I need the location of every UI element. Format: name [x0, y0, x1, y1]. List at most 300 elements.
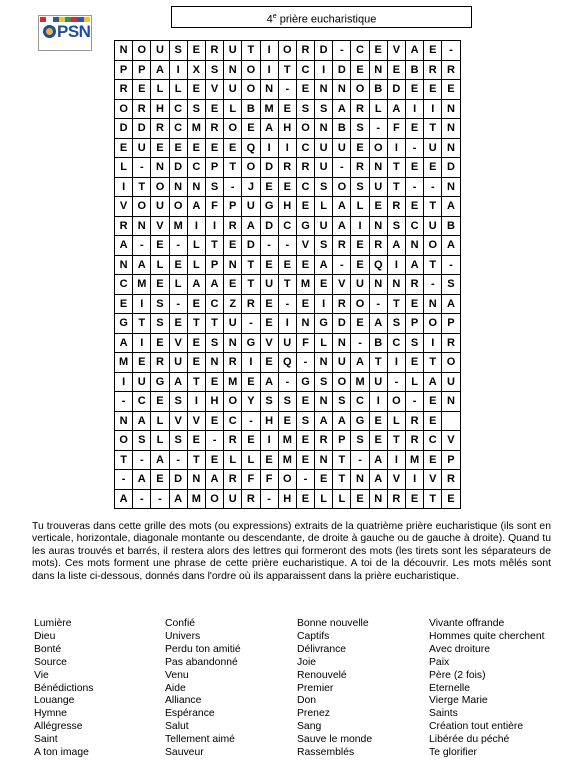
grid-cell[interactable]: S — [278, 392, 296, 412]
grid-cell[interactable]: R — [133, 99, 151, 119]
grid-cell[interactable]: C — [278, 216, 296, 236]
grid-cell[interactable]: C — [351, 41, 369, 61]
grid-cell[interactable]: N — [315, 392, 333, 412]
grid-cell[interactable]: S — [296, 99, 314, 119]
grid-cell[interactable]: T — [369, 353, 387, 373]
grid-cell[interactable]: M — [351, 372, 369, 392]
grid-cell[interactable]: D — [333, 314, 351, 334]
grid-cell[interactable]: N — [224, 60, 242, 80]
grid-cell[interactable]: T — [278, 60, 296, 80]
grid-cell[interactable]: T — [333, 450, 351, 470]
grid-cell[interactable]: C — [224, 411, 242, 431]
grid-cell[interactable]: E — [406, 80, 424, 100]
grid-cell[interactable]: V — [187, 411, 205, 431]
grid-cell[interactable]: C — [205, 294, 223, 314]
grid-cell[interactable]: E — [278, 99, 296, 119]
grid-cell[interactable]: U — [424, 216, 442, 236]
grid-cell[interactable]: A — [205, 275, 223, 295]
grid-cell[interactable]: C — [296, 177, 314, 197]
grid-cell[interactable]: R — [424, 60, 442, 80]
grid-cell[interactable]: A — [205, 470, 223, 490]
grid-cell[interactable]: P — [406, 314, 424, 334]
grid-cell[interactable]: C — [115, 275, 133, 295]
grid-cell[interactable]: H — [260, 411, 278, 431]
grid-cell[interactable]: E — [151, 470, 169, 490]
grid-cell[interactable]: T — [387, 177, 405, 197]
grid-cell[interactable]: N — [205, 353, 223, 373]
grid-cell[interactable]: E — [296, 431, 314, 451]
grid-cell[interactable]: A — [424, 372, 442, 392]
grid-cell[interactable]: S — [315, 372, 333, 392]
grid-cell[interactable]: I — [315, 294, 333, 314]
grid-cell[interactable]: S — [169, 392, 187, 412]
grid-cell[interactable]: R — [406, 411, 424, 431]
grid-cell[interactable]: - — [333, 255, 351, 275]
grid-cell[interactable]: O — [296, 119, 314, 139]
grid-cell[interactable]: C — [296, 60, 314, 80]
grid-cell[interactable]: E — [260, 353, 278, 373]
grid-cell[interactable]: E — [442, 80, 460, 100]
grid-cell[interactable]: N — [115, 255, 133, 275]
grid-cell[interactable]: U — [369, 372, 387, 392]
grid-cell[interactable]: G — [315, 314, 333, 334]
grid-cell[interactable]: E — [169, 255, 187, 275]
grid-cell[interactable]: T — [424, 255, 442, 275]
grid-cell[interactable]: E — [205, 411, 223, 431]
grid-cell[interactable]: S — [351, 177, 369, 197]
grid-cell[interactable]: L — [242, 450, 260, 470]
grid-cell[interactable]: F — [387, 119, 405, 139]
grid-cell[interactable]: U — [351, 275, 369, 295]
grid-cell[interactable]: N — [115, 41, 133, 61]
grid-cell[interactable]: I — [260, 60, 278, 80]
grid-cell[interactable]: O — [442, 353, 460, 373]
grid-cell[interactable]: N — [169, 177, 187, 197]
grid-cell[interactable]: - — [424, 275, 442, 295]
grid-cell[interactable]: E — [351, 236, 369, 256]
grid-cell[interactable]: Q — [278, 353, 296, 373]
grid-cell[interactable]: R — [278, 158, 296, 178]
grid-cell[interactable]: V — [115, 197, 133, 217]
grid-cell[interactable]: A — [406, 255, 424, 275]
grid-cell[interactable]: E — [242, 119, 260, 139]
grid-cell[interactable]: E — [424, 41, 442, 61]
grid-cell[interactable]: Q — [242, 138, 260, 158]
grid-cell[interactable]: B — [242, 99, 260, 119]
grid-cell[interactable]: I — [424, 333, 442, 353]
grid-cell[interactable]: U — [133, 372, 151, 392]
grid-cell[interactable]: R — [296, 158, 314, 178]
grid-cell[interactable]: O — [133, 197, 151, 217]
grid-cell[interactable]: A — [333, 197, 351, 217]
grid-cell[interactable]: A — [169, 372, 187, 392]
grid-cell[interactable]: E — [278, 177, 296, 197]
grid-cell[interactable]: - — [278, 236, 296, 256]
grid-cell[interactable]: A — [260, 119, 278, 139]
grid-cell[interactable]: O — [115, 99, 133, 119]
grid-cell[interactable]: - — [369, 119, 387, 139]
grid-cell[interactable]: L — [315, 333, 333, 353]
grid-cell[interactable]: L — [315, 197, 333, 217]
grid-cell[interactable]: V — [424, 470, 442, 490]
grid-cell[interactable]: H — [151, 99, 169, 119]
grid-cell[interactable]: E — [406, 197, 424, 217]
grid-cell[interactable]: L — [351, 197, 369, 217]
grid-cell[interactable]: T — [424, 353, 442, 373]
grid-cell[interactable]: E — [169, 138, 187, 158]
grid-cell[interactable]: R — [242, 294, 260, 314]
grid-cell[interactable]: - — [387, 372, 405, 392]
grid-cell[interactable]: R — [205, 41, 223, 61]
grid-cell[interactable]: A — [387, 99, 405, 119]
grid-cell[interactable]: T — [205, 314, 223, 334]
grid-cell[interactable]: E — [424, 158, 442, 178]
grid-cell[interactable]: P — [133, 60, 151, 80]
grid-cell[interactable]: E — [296, 392, 314, 412]
grid-cell[interactable]: I — [387, 353, 405, 373]
grid-cell[interactable]: S — [296, 411, 314, 431]
grid-cell[interactable]: T — [424, 119, 442, 139]
grid-cell[interactable]: O — [278, 41, 296, 61]
grid-cell[interactable]: S — [442, 275, 460, 295]
grid-cell[interactable]: E — [296, 255, 314, 275]
grid-cell[interactable]: N — [115, 411, 133, 431]
grid-cell[interactable]: J — [242, 177, 260, 197]
grid-cell[interactable]: R — [333, 236, 351, 256]
grid-cell[interactable]: - — [278, 294, 296, 314]
grid-cell[interactable]: T — [187, 314, 205, 334]
grid-cell[interactable]: E — [133, 353, 151, 373]
grid-cell[interactable]: M — [260, 99, 278, 119]
grid-cell[interactable]: N — [369, 489, 387, 509]
grid-cell[interactable]: R — [224, 431, 242, 451]
grid-cell[interactable]: E — [169, 314, 187, 334]
grid-cell[interactable]: - — [442, 41, 460, 61]
grid-cell[interactable]: M — [278, 431, 296, 451]
grid-cell[interactable]: N — [442, 138, 460, 158]
grid-cell[interactable]: M — [296, 275, 314, 295]
grid-cell[interactable]: L — [169, 80, 187, 100]
grid-cell[interactable]: U — [442, 372, 460, 392]
grid-cell[interactable]: R — [333, 294, 351, 314]
grid-cell[interactable]: - — [406, 138, 424, 158]
grid-cell[interactable]: E — [369, 197, 387, 217]
grid-cell[interactable]: R — [315, 431, 333, 451]
grid-cell[interactable]: E — [351, 60, 369, 80]
grid-cell[interactable]: - — [296, 470, 314, 490]
grid-cell[interactable]: T — [424, 489, 442, 509]
grid-cell[interactable]: O — [278, 470, 296, 490]
grid-cell[interactable]: N — [442, 99, 460, 119]
grid-cell[interactable]: S — [169, 431, 187, 451]
grid-cell[interactable]: D — [333, 60, 351, 80]
grid-cell[interactable]: M — [406, 450, 424, 470]
grid-cell[interactable]: N — [224, 333, 242, 353]
grid-cell[interactable]: A — [115, 489, 133, 509]
grid-cell[interactable]: E — [296, 197, 314, 217]
grid-cell[interactable]: A — [133, 255, 151, 275]
grid-cell[interactable]: S — [387, 314, 405, 334]
grid-cell[interactable]: G — [115, 314, 133, 334]
grid-cell[interactable]: E — [351, 138, 369, 158]
grid-cell[interactable]: N — [369, 60, 387, 80]
grid-cell[interactable]: P — [333, 431, 351, 451]
grid-cell[interactable]: E — [260, 450, 278, 470]
grid-cell[interactable]: L — [406, 372, 424, 392]
grid-cell[interactable]: - — [369, 294, 387, 314]
grid-cell[interactable]: N — [442, 392, 460, 412]
grid-cell[interactable]: M — [169, 216, 187, 236]
grid-cell[interactable]: N — [315, 450, 333, 470]
grid-cell[interactable]: O — [242, 80, 260, 100]
grid-cell[interactable]: E — [424, 80, 442, 100]
grid-cell[interactable]: L — [115, 158, 133, 178]
grid-cell[interactable]: R — [224, 470, 242, 490]
grid-cell[interactable]: E — [424, 450, 442, 470]
grid-cell[interactable]: D — [169, 158, 187, 178]
grid-cell[interactable]: V — [442, 431, 460, 451]
grid-cell[interactable]: U — [333, 353, 351, 373]
grid-cell[interactable]: N — [151, 158, 169, 178]
grid-cell[interactable]: D — [133, 119, 151, 139]
grid-cell[interactable]: C — [187, 158, 205, 178]
grid-cell[interactable]: U — [369, 177, 387, 197]
grid-cell[interactable]: E — [387, 60, 405, 80]
grid-cell[interactable]: T — [424, 197, 442, 217]
grid-cell[interactable]: E — [296, 80, 314, 100]
grid-cell[interactable] — [442, 411, 460, 431]
grid-cell[interactable]: E — [424, 392, 442, 412]
grid-cell[interactable]: I — [205, 216, 223, 236]
grid-cell[interactable]: G — [151, 372, 169, 392]
grid-cell[interactable]: U — [315, 158, 333, 178]
grid-cell[interactable]: A — [169, 489, 187, 509]
grid-cell[interactable]: U — [424, 138, 442, 158]
grid-cell[interactable]: E — [187, 41, 205, 61]
grid-cell[interactable]: E — [296, 450, 314, 470]
grid-cell[interactable]: A — [133, 470, 151, 490]
grid-cell[interactable]: E — [296, 294, 314, 314]
grid-cell[interactable]: O — [333, 177, 351, 197]
grid-cell[interactable]: E — [351, 489, 369, 509]
grid-cell[interactable]: N — [406, 236, 424, 256]
grid-cell[interactable]: - — [333, 41, 351, 61]
grid-cell[interactable]: - — [133, 158, 151, 178]
grid-cell[interactable]: N — [369, 158, 387, 178]
grid-cell[interactable]: B — [333, 119, 351, 139]
grid-cell[interactable]: E — [224, 275, 242, 295]
grid-cell[interactable]: N — [296, 314, 314, 334]
grid-cell[interactable]: A — [115, 333, 133, 353]
grid-cell[interactable]: O — [133, 41, 151, 61]
grid-cell[interactable]: E — [351, 255, 369, 275]
grid-cell[interactable]: L — [187, 255, 205, 275]
grid-cell[interactable]: E — [205, 372, 223, 392]
grid-cell[interactable]: U — [224, 489, 242, 509]
grid-cell[interactable]: U — [169, 353, 187, 373]
grid-cell[interactable]: R — [442, 470, 460, 490]
grid-cell[interactable]: S — [351, 431, 369, 451]
grid-cell[interactable]: I — [315, 60, 333, 80]
grid-cell[interactable]: E — [205, 99, 223, 119]
grid-cell[interactable]: T — [278, 275, 296, 295]
grid-cell[interactable]: - — [133, 450, 151, 470]
grid-cell[interactable]: V — [296, 236, 314, 256]
grid-cell[interactable]: I — [369, 392, 387, 412]
grid-cell[interactable]: D — [242, 236, 260, 256]
grid-cell[interactable]: O — [424, 236, 442, 256]
grid-cell[interactable]: N — [224, 255, 242, 275]
grid-cell[interactable]: E — [151, 392, 169, 412]
grid-cell[interactable]: E — [260, 177, 278, 197]
grid-cell[interactable]: F — [296, 333, 314, 353]
grid-cell[interactable]: T — [187, 450, 205, 470]
grid-cell[interactable]: C — [133, 392, 151, 412]
grid-cell[interactable]: T — [187, 372, 205, 392]
grid-cell[interactable]: D — [315, 41, 333, 61]
grid-cell[interactable]: I — [278, 138, 296, 158]
grid-cell[interactable]: I — [242, 353, 260, 373]
grid-cell[interactable]: H — [205, 392, 223, 412]
grid-cell[interactable]: V — [387, 470, 405, 490]
grid-cell[interactable]: C — [351, 392, 369, 412]
grid-cell[interactable]: L — [151, 411, 169, 431]
grid-cell[interactable]: D — [442, 158, 460, 178]
grid-cell[interactable]: - — [115, 470, 133, 490]
grid-cell[interactable]: - — [406, 392, 424, 412]
grid-cell[interactable]: G — [296, 216, 314, 236]
grid-cell[interactable]: - — [242, 314, 260, 334]
grid-cell[interactable]: I — [387, 255, 405, 275]
grid-cell[interactable]: R — [387, 197, 405, 217]
grid-cell[interactable]: N — [333, 333, 351, 353]
grid-cell[interactable]: - — [169, 294, 187, 314]
grid-cell[interactable]: N — [187, 470, 205, 490]
grid-cell[interactable]: B — [369, 80, 387, 100]
grid-cell[interactable]: A — [187, 275, 205, 295]
grid-cell[interactable]: V — [205, 80, 223, 100]
grid-cell[interactable]: A — [333, 216, 351, 236]
grid-cell[interactable]: O — [224, 119, 242, 139]
grid-cell[interactable]: P — [224, 197, 242, 217]
grid-cell[interactable]: D — [115, 119, 133, 139]
grid-cell[interactable]: A — [260, 372, 278, 392]
grid-cell[interactable]: H — [278, 489, 296, 509]
grid-cell[interactable]: G — [242, 333, 260, 353]
grid-cell[interactable]: G — [296, 372, 314, 392]
grid-cell[interactable]: E — [260, 255, 278, 275]
grid-cell[interactable]: P — [205, 255, 223, 275]
grid-cell[interactable]: N — [424, 294, 442, 314]
grid-cell[interactable]: R — [387, 489, 405, 509]
grid-cell[interactable]: O — [205, 489, 223, 509]
grid-cell[interactable]: S — [151, 294, 169, 314]
grid-cell[interactable]: I — [424, 99, 442, 119]
grid-cell[interactable]: S — [351, 119, 369, 139]
grid-cell[interactable]: L — [151, 431, 169, 451]
grid-cell[interactable]: E — [406, 294, 424, 314]
grid-cell[interactable]: N — [442, 177, 460, 197]
grid-cell[interactable]: R — [296, 41, 314, 61]
grid-cell[interactable]: - — [260, 236, 278, 256]
grid-cell[interactable]: E — [369, 411, 387, 431]
grid-cell[interactable]: F — [242, 470, 260, 490]
grid-cell[interactable]: E — [115, 294, 133, 314]
grid-cell[interactable]: H — [278, 119, 296, 139]
grid-cell[interactable]: O — [224, 392, 242, 412]
grid-cell[interactable]: A — [351, 353, 369, 373]
grid-cell[interactable]: E — [151, 333, 169, 353]
grid-cell[interactable]: I — [406, 99, 424, 119]
grid-cell[interactable]: P — [115, 60, 133, 80]
grid-cell[interactable]: G — [351, 411, 369, 431]
grid-cell[interactable]: R — [406, 275, 424, 295]
grid-cell[interactable]: A — [387, 236, 405, 256]
grid-cell[interactable]: C — [169, 119, 187, 139]
grid-cell[interactable]: U — [242, 197, 260, 217]
grid-cell[interactable]: A — [315, 411, 333, 431]
grid-cell[interactable]: O — [387, 392, 405, 412]
grid-cell[interactable]: E — [224, 138, 242, 158]
grid-cell[interactable]: E — [187, 138, 205, 158]
grid-cell[interactable]: E — [187, 294, 205, 314]
grid-cell[interactable]: S — [387, 216, 405, 236]
grid-cell[interactable]: A — [333, 411, 351, 431]
grid-cell[interactable]: S — [406, 333, 424, 353]
grid-cell[interactable]: - — [133, 236, 151, 256]
grid-cell[interactable]: E — [278, 411, 296, 431]
grid-cell[interactable]: M — [187, 119, 205, 139]
grid-cell[interactable]: - — [351, 333, 369, 353]
grid-cell[interactable]: U — [151, 197, 169, 217]
grid-cell[interactable]: R — [224, 216, 242, 236]
grid-cell[interactable]: S — [315, 236, 333, 256]
grid-cell[interactable]: - — [169, 450, 187, 470]
grid-cell[interactable]: P — [205, 158, 223, 178]
grid-cell[interactable]: M — [187, 489, 205, 509]
grid-cell[interactable]: I — [133, 294, 151, 314]
grid-cell[interactable]: I — [115, 177, 133, 197]
grid-cell[interactable]: E — [369, 41, 387, 61]
grid-cell[interactable]: A — [133, 411, 151, 431]
grid-cell[interactable]: T — [242, 255, 260, 275]
grid-cell[interactable]: U — [315, 138, 333, 158]
grid-cell[interactable]: A — [406, 41, 424, 61]
grid-cell[interactable]: A — [115, 236, 133, 256]
grid-cell[interactable]: E — [424, 411, 442, 431]
grid-cell[interactable]: I — [169, 60, 187, 80]
grid-cell[interactable]: E — [187, 431, 205, 451]
grid-cell[interactable]: M — [115, 353, 133, 373]
grid-cell[interactable]: N — [369, 275, 387, 295]
grid-cell[interactable]: C — [387, 333, 405, 353]
grid-cell[interactable]: - — [169, 236, 187, 256]
grid-cell[interactable]: E — [315, 275, 333, 295]
grid-cell[interactable]: S — [333, 392, 351, 412]
grid-cell[interactable]: E — [151, 236, 169, 256]
grid-cell[interactable]: T — [242, 41, 260, 61]
grid-cell[interactable]: S — [315, 99, 333, 119]
grid-cell[interactable]: N — [187, 177, 205, 197]
grid-cell[interactable]: L — [224, 99, 242, 119]
grid-cell[interactable]: E — [351, 314, 369, 334]
grid-cell[interactable]: O — [424, 314, 442, 334]
grid-cell[interactable]: E — [205, 450, 223, 470]
grid-cell[interactable]: R — [369, 236, 387, 256]
grid-cell[interactable]: E — [151, 138, 169, 158]
grid-cell[interactable]: E — [242, 372, 260, 392]
grid-cell[interactable]: I — [351, 216, 369, 236]
